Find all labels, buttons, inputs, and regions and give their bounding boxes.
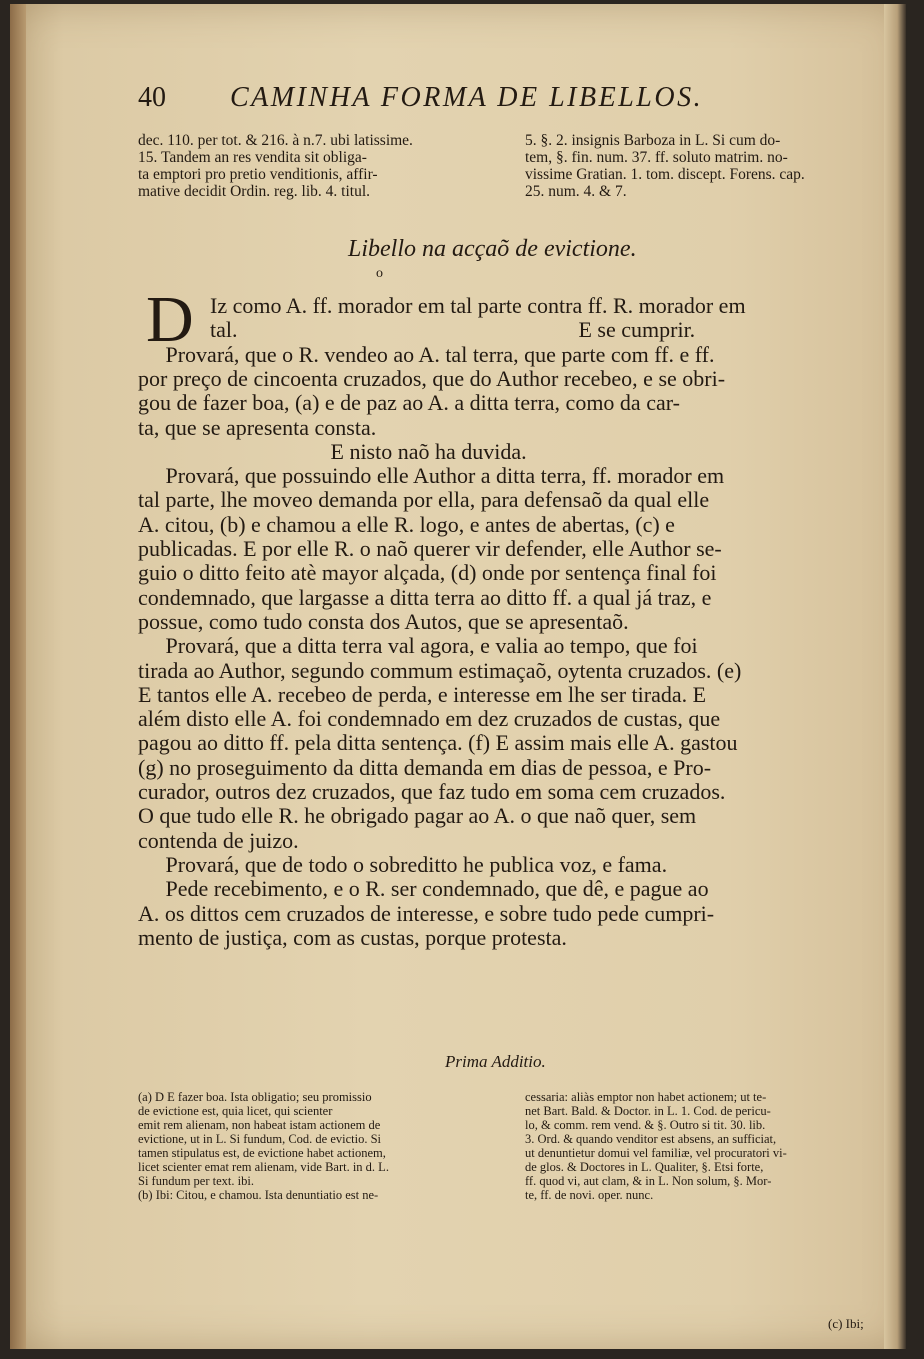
body-line: A. os dittos cem cruzados de interesse, e sobre tudo pede cumpri- [138, 900, 715, 926]
body-line: tal. E se cumprir. [210, 317, 696, 343]
body-line: Iz como A. ff. morador em tal parte contra ff. R. morador em [210, 293, 746, 318]
note-line: te, ff. de novi. oper. nunc. [525, 1188, 654, 1202]
note-line: vissime Gratian. 1. tom. discept. Forens. cap. [525, 166, 805, 183]
body-line: E nisto naõ ha duvida. [138, 438, 527, 464]
catchword: (c) Ibi; [828, 1316, 864, 1331]
body-line: tal parte, lhe moveo demanda por ella, para defensaõ da qual elle [138, 487, 710, 513]
page-gutter [10, 4, 26, 1349]
body-line: Provará, que o R. vendeo ao A. tal terra, que parte com ff. e ff. [138, 341, 715, 367]
section-subtitle: o [376, 266, 383, 281]
note-line: de glos. & Doctores in L. Qualiter, §. Etsi forte, [525, 1160, 764, 1174]
note-line: licet scienter emat rem alienam, vide Bart. in d. L. [138, 1160, 389, 1174]
page-edge [884, 4, 906, 1349]
note-line: de evictione est, quia licet, qui scienter [138, 1104, 333, 1118]
note-line: ff. quod vi, aut clam, & in L. Non solum, §. Mor- [525, 1174, 772, 1188]
body-line: ta, que se apresenta consta. [138, 414, 377, 440]
note-line: (a) D E fazer boa. Ista obligatio; seu promissio [138, 1090, 372, 1104]
body-line: pagou ao ditto ff. pela ditta sentença. (f) E assim mais elle A. gastou [138, 730, 738, 756]
note-line: 3. Ord. & quando venditor est absens, an sufficiat, [525, 1132, 777, 1146]
body-line: A. citou, (b) e chamou a elle R. logo, e antes de abertas, (c) e [138, 511, 675, 537]
additio-title: Prima Additio. [445, 1052, 546, 1071]
body-line: (g) no proseguimento da ditta demanda em dias de pessoa, e Pro- [138, 754, 712, 780]
body-line: E tantos elle A. recebeo de perda, e interesse em lhe ser tirada. E [138, 681, 707, 707]
note-line: emit rem alienam, non habeat istam actionem de [138, 1118, 381, 1132]
body-line: tirada ao Author, segundo commum estimaçaõ, oytenta cruzados. (e) [138, 657, 742, 683]
body-line: possue, como tudo consta dos Autos, que se apresentaõ. [138, 608, 629, 634]
note-line: dec. 110. per tot. & 216. à n.7. ubi latissime. [138, 132, 413, 149]
body-line: curador, outros dez cruzados, que faz tudo em soma cem cruzados. [138, 779, 726, 804]
top-notes-right [525, 132, 805, 200]
body-line: além disto elle A. foi condemnado em dez cruzados de custas, que [138, 706, 721, 732]
note-line: tamen stipulatus est, de evictione habet actionem, [138, 1146, 386, 1160]
body-line: guio o ditto feito atè mayor alçada, (d) onde por sentença final foi [138, 560, 717, 586]
note-line: (b) Ibi: Citou, e chamou. Ista denuntiatio est ne- [138, 1188, 379, 1202]
body-line: Provará, que a ditta terra val agora, e valia ao tempo, que foi [138, 633, 698, 659]
body-line: publicadas. E por elle R. o naõ querer vir defender, elle Author se- [138, 536, 722, 561]
book-page [10, 4, 906, 1349]
section-title: Libello na acçaõ de evictione. [348, 236, 637, 262]
note-line: evictione, ut in L. Si fundum, Cod. de evictio. Si [138, 1132, 382, 1146]
note-line: ut denuntietur domui vel familiæ, vel procuratori vi- [525, 1146, 787, 1160]
note-line: Si fundum per text. ibi. [138, 1174, 254, 1188]
note-line: 5. §. 2. insignis Barboza in L. Si cum do- [525, 132, 781, 149]
body-line: por preço de cincoenta cruzados, que do Author recebeo, e se obri- [138, 365, 726, 391]
page-number: 40 [138, 82, 166, 113]
body-line: mento de justiça, com as custas, porque protesta. [138, 924, 567, 950]
note-line: cessaria: aliàs emptor non habet actionem; ut te- [525, 1090, 767, 1104]
body-line: condemnado, que largasse a ditta terra ao ditto ff. a qual já traz, e [138, 584, 712, 610]
body-line: contenda de juizo. [138, 827, 299, 853]
additio-notes-left [138, 1090, 389, 1202]
body-line: Pede recebimento, e o R. ser condemnado, que dê, e pague ao [138, 876, 709, 902]
body-line: O que tudo elle R. he obrigado pagar ao A. o que naõ quer, sem [138, 803, 697, 829]
note-line: 15. Tandem an res vendita sit obliga- [138, 149, 367, 166]
body-line: Provará, que de todo o sobreditto he publica voz, e fama. [138, 851, 668, 877]
note-line: ta emptori pro pretio venditionis, affir- [138, 166, 378, 183]
running-title: CAMINHA FORMA DE LIBELLOS. [230, 82, 704, 113]
body-line: Provará, que possuindo elle Author a ditta terra, ff. morador em [138, 463, 725, 489]
drop-cap: D [146, 283, 194, 356]
body-line: gou de fazer boa, (a) e de paz ao A. a ditta terra, como da car- [138, 390, 680, 416]
additio-notes-right [525, 1090, 787, 1202]
note-line: lo, & comm. rem vend. & §. Outro si tit. 30. lib. [525, 1118, 766, 1132]
note-line: net Bart. Bald. & Doctor. in L. 1. Cod. de pericu- [525, 1104, 771, 1118]
top-notes-left [138, 132, 413, 200]
note-line: 25. num. 4. & 7. [525, 183, 627, 200]
note-line: tem, §. fin. num. 37. ff. soluto matrim. no- [525, 149, 788, 166]
note-line: mative decidit Ordin. reg. lib. 4. titul. [138, 183, 371, 200]
